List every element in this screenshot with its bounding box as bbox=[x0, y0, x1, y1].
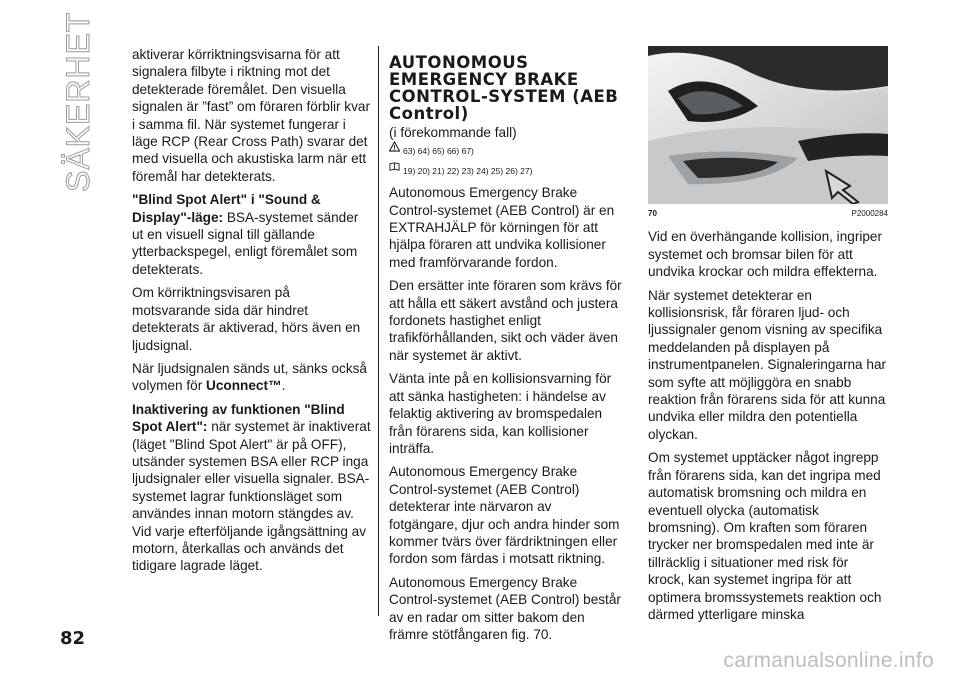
paragraph bbox=[132, 191, 372, 278]
column-divider bbox=[378, 46, 379, 616]
text-column-2 bbox=[389, 46, 623, 649]
page-number: 82 bbox=[60, 628, 86, 649]
paragraph: Autonomous Emergency Brake Control-systemet (AEB Control) är en EXTRAHJÄLP för körningen för att hjälpa föraren att undvika kollisioner med framförvarande fordon. bbox=[389, 185, 615, 270]
section-tab-label: SÄKERHET bbox=[60, 11, 96, 192]
paragraph-text: aktiverar körriktningsvisarna för att signalera filbyte i riktning mot det detekterade föremålet. Den visuella signalen är ”fast” om föraren förblir kvar i samma fil. När systemet fungerar i läge RCP (Rear Cross Path) svarar det med visuella och akustiska larm när ett föremål har detekterats. bbox=[132, 47, 370, 184]
note-refs: 19) 20) 21) 22) 23) 24) 25) 26) 27) bbox=[403, 165, 533, 176]
figure-number: 70 bbox=[648, 209, 657, 218]
figure-code: P2000284 bbox=[851, 209, 888, 218]
paragraph-heading: Inaktivering av funktionen "Blind Spot Alert": bbox=[132, 401, 345, 435]
paragraph: När systemet detekterar en kollisionsrisk, får föraren ljud- och ljussignaler genom visning av specifika meddelanden på displayen på instrumentpanelen. Signaleringarna har som syfte att möjliggöra en snabb reaktion från förarens sida för att kunna undvika eller mildra den potentiella olyckan. bbox=[648, 287, 887, 442]
paragraph: Vänta inte på en kollisionsvarning för att sänka hastigheten: i händelse av felaktig aktivering av bromspedalen från förarens sida, kan kollisioner inträffa. bbox=[389, 371, 612, 456]
paragraph bbox=[132, 401, 372, 575]
watermark: carmanualsonline.info bbox=[723, 649, 934, 672]
figure-caption bbox=[648, 205, 888, 222]
paragraph bbox=[132, 360, 372, 395]
book-icon bbox=[389, 161, 400, 172]
warning-references bbox=[403, 143, 623, 160]
paragraph bbox=[132, 46, 372, 185]
paragraph bbox=[132, 284, 372, 354]
brand-name: Uconnect™ bbox=[206, 378, 282, 394]
paragraph: Autonomous Emergency Brake Control-systemet (AEB Control) detekterar inte närvaron av fotgängare, djur och andra hinder som kommer tvärs över färdriktningen eller fordon som färdas i motsatt riktning. bbox=[389, 464, 620, 567]
paragraph: Om systemet upptäcker något ingrepp från förarens sida, kan det ingripa med automatisk bromsning och mildra en eventuell olycka (automatisk bromsning). Om kraften som föraren trycker ner bromspedalen med inte är tillräcklig i situationer med risk för krock, kan systemet ingripa för att optimera bromssystemets reaktion och därmed ytterligare minska bbox=[648, 450, 882, 622]
paragraph-text: . bbox=[281, 378, 286, 394]
section-tab bbox=[60, 11, 128, 192]
section-heading: AUTONOMOUS EMERGENCY BRAKE CONTROL-SYSTEM (AEB Control) bbox=[389, 53, 619, 123]
paragraph-text: när systemet är inaktiverat (läget "Blind Spot Alert" är på OFF), utsänder systemen BSA eller RCP inga ljudsignaler eller visuella signaler. BSA-systemet lagrar funktionsläget som användes innan motorn stängdes av. Vid varje efterföljande igångsättning av motorn, återkallas och används det tidigare lagrade läget. bbox=[132, 419, 371, 574]
availability-note: (i förekommande fall) bbox=[389, 125, 517, 140]
paragraph-text: Om körriktningsvisaren på motsvarande sida där hindret detekterats är aktiverad, hörs även en ljudsignal. bbox=[132, 285, 361, 353]
warning-triangle-icon bbox=[389, 141, 400, 152]
note-references bbox=[403, 163, 623, 180]
car-front-illustration bbox=[648, 46, 888, 204]
paragraph: Vid en överhängande kollision, ingriper systemet och bromsar bilen för att undvika krockar och mildra effekterna. bbox=[648, 229, 883, 280]
paragraph-text: När ljudsignalen sänds ut, sänks också volymen för bbox=[132, 360, 367, 394]
paragraph: Autonomous Emergency Brake Control-systemet (AEB Control) består av en radar om sitter bakom den främre stötfångaren fig. 70. bbox=[389, 574, 621, 642]
warning-refs: 63) 64) 65) 66) 67) bbox=[403, 146, 474, 157]
text-column-3 bbox=[648, 46, 888, 629]
paragraph: Den ersätter inte föraren som krävs för att hålla ett säkert avstånd och justera fordonets hastighet enligt trafikförhållanden, sikt och väder även när systemet är aktivt. bbox=[389, 278, 622, 363]
text-column-1 bbox=[132, 46, 372, 581]
car-front-bumper-photo bbox=[648, 46, 888, 204]
paragraph-heading: "Blind Spot Alert" i "Sound & Display"-läge: bbox=[132, 192, 321, 225]
paragraph-text: BSA-systemet sänder ut en visuell signal till gällande ytterbackspegel, enligt föremålet som detekterats. bbox=[132, 209, 359, 277]
